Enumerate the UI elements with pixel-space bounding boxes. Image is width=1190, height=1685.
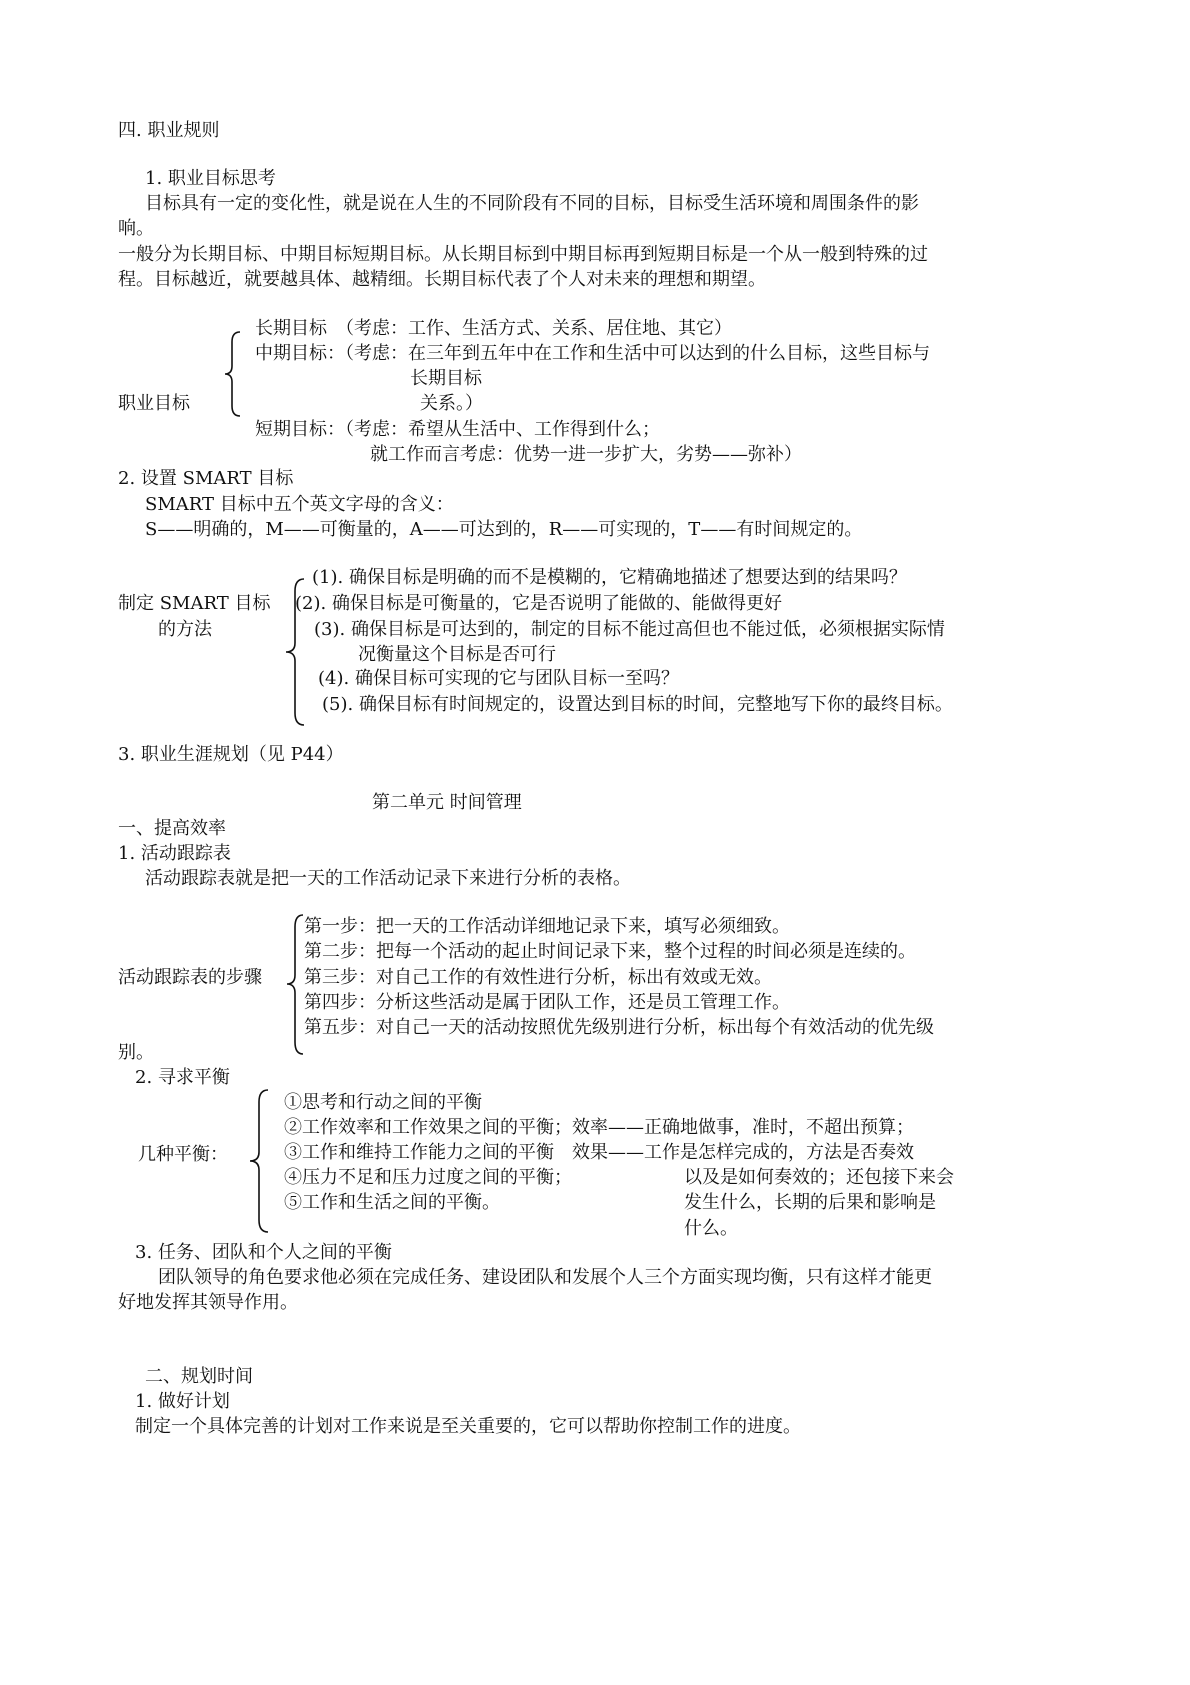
paragraph-line: 程。目标越近，就要越具体、越精细。长期目标代表了个人对未来的理想和期望。 xyxy=(118,269,766,290)
career-goals-label: 职业目标 xyxy=(118,393,190,414)
smart-method-label: 制定 SMART 目标 xyxy=(118,593,271,614)
mid-term-goal: 中期目标：（考虑：在三年到五年中在工作和生活中可以达到的什么目标，这些目标与 xyxy=(255,343,930,364)
subsection-title: 2. 寻求平衡 xyxy=(135,1067,230,1088)
smart-method-label: 的方法 xyxy=(158,619,212,640)
paragraph-line: 一般分为长期目标、中期目标短期目标。从长期目标到中期目标再到短期目标是一个从一般到特殊的过 xyxy=(118,244,928,265)
mid-term-goal-cont: 关系。） xyxy=(420,393,483,414)
step-item: 第一步：把一天的工作活动详细地记录下来，填写必须细致。 xyxy=(304,916,790,937)
step-item: 第四步：分析这些活动是属于团队工作，还是员工管理工作。 xyxy=(304,992,790,1013)
effect-note: 以及是如何奏效的；还包接下来会 xyxy=(684,1167,954,1188)
subsection-title: 1. 活动跟踪表 xyxy=(118,843,231,864)
curly-brace xyxy=(247,1088,271,1234)
balance-item: ④压力不足和压力过度之间的平衡； xyxy=(284,1167,572,1188)
step-item: 第三步：对自己工作的有效性进行分析，标出有效或无效。 xyxy=(304,967,772,988)
balance-item: ⑤工作和生活之间的平衡。 xyxy=(284,1192,500,1213)
balance-item: ③工作和维持工作能力之间的平衡 效果——工作是怎样完成的，方法是否奏效 xyxy=(284,1142,914,1163)
effect-note: 发生什么，长期的后果和影响是 xyxy=(684,1192,936,1213)
balance-item: ②工作效率和工作效果之间的平衡；效率——正确地做事，准时，不超出预算； xyxy=(284,1117,914,1138)
smart-item: (3). 确保目标是可达到的，制定的目标不能过高但也不能过低，必须根据实际情 xyxy=(314,619,945,640)
step-item: 第五步：对自己一天的活动按照优先级别进行分析，标出每个有效活动的优先级 xyxy=(304,1017,934,1038)
curly-brace xyxy=(222,330,244,418)
balance-item: ①思考和行动之间的平衡 xyxy=(284,1092,482,1113)
curly-brace xyxy=(284,913,306,1056)
unit-title: 第二单元 时间管理 xyxy=(372,792,522,813)
subsection-title: 3. 职业生涯规划（见 P44） xyxy=(118,744,344,765)
balance-label: 几种平衡： xyxy=(138,1144,228,1165)
short-term-goal-cont: 就工作而言考虑：优势一进一步扩大，劣势——弥补） xyxy=(370,444,802,465)
subsection-title: 2. 设置 SMART 目标 xyxy=(118,468,294,489)
smart-item: (1). 确保目标是明确的而不是模糊的，它精确地描述了想要达到的结果吗？ xyxy=(312,567,907,588)
step-item: 第二步：把每一个活动的起止时间记录下来，整个过程的时间必须是连续的。 xyxy=(304,941,916,962)
smart-item-cont: 况衡量这个目标是否可行 xyxy=(358,644,556,665)
step-item-cont: 别。 xyxy=(118,1042,154,1063)
paragraph-line: 响。 xyxy=(118,218,154,239)
paragraph-line: SMART 目标中五个英文字母的含义： xyxy=(145,494,454,515)
section-heading: 二、规划时间 xyxy=(145,1366,253,1387)
smart-item: (2). 确保目标是可衡量的，它是否说明了能做的、能做得更好 xyxy=(295,593,782,614)
section-heading: 一、提高效率 xyxy=(118,818,226,839)
mid-term-goal-cont: 长期目标 xyxy=(410,368,482,389)
paragraph-line: S——明确的，M——可衡量的，A——可达到的，R——可实现的，T——有时间规定的。 xyxy=(145,519,863,540)
paragraph-line: 团队领导的角色要求他必须在完成任务、建设团队和发展个人三个方面实现均衡，只有这样才能更 xyxy=(158,1267,932,1288)
short-term-goal: 短期目标：（考虑：希望从生活中、工作得到什么； xyxy=(255,419,660,440)
paragraph-line: 活动跟踪表就是把一天的工作活动记录下来进行分析的表格。 xyxy=(145,868,631,889)
section-heading: 四. 职业规则 xyxy=(118,120,220,141)
smart-item: (5). 确保目标有时间规定的，设置达到目标的时间，完整地写下你的最终目标。 xyxy=(322,694,953,715)
subsection-title: 1. 职业目标思考 xyxy=(145,168,276,189)
steps-label: 活动跟踪表的步骤 xyxy=(118,967,262,988)
effect-note: 什么。 xyxy=(684,1218,738,1239)
paragraph-line: 好地发挥其领导作用。 xyxy=(118,1292,298,1313)
smart-item: (4). 确保目标可实现的它与团队目标一至吗？ xyxy=(318,668,679,689)
subsection-title: 3. 任务、团队和个人之间的平衡 xyxy=(135,1242,392,1263)
paragraph-line: 制定一个具体完善的计划对工作来说是至关重要的，它可以帮助你控制工作的进度。 xyxy=(135,1416,801,1437)
long-term-goal: 长期目标 （考虑：工作、生活方式、关系、居住地、其它） xyxy=(255,318,732,339)
subsection-title: 1. 做好计划 xyxy=(135,1391,230,1412)
paragraph-line: 目标具有一定的变化性，就是说在人生的不同阶段有不同的目标，目标受生活环境和周围条件的影 xyxy=(145,193,919,214)
